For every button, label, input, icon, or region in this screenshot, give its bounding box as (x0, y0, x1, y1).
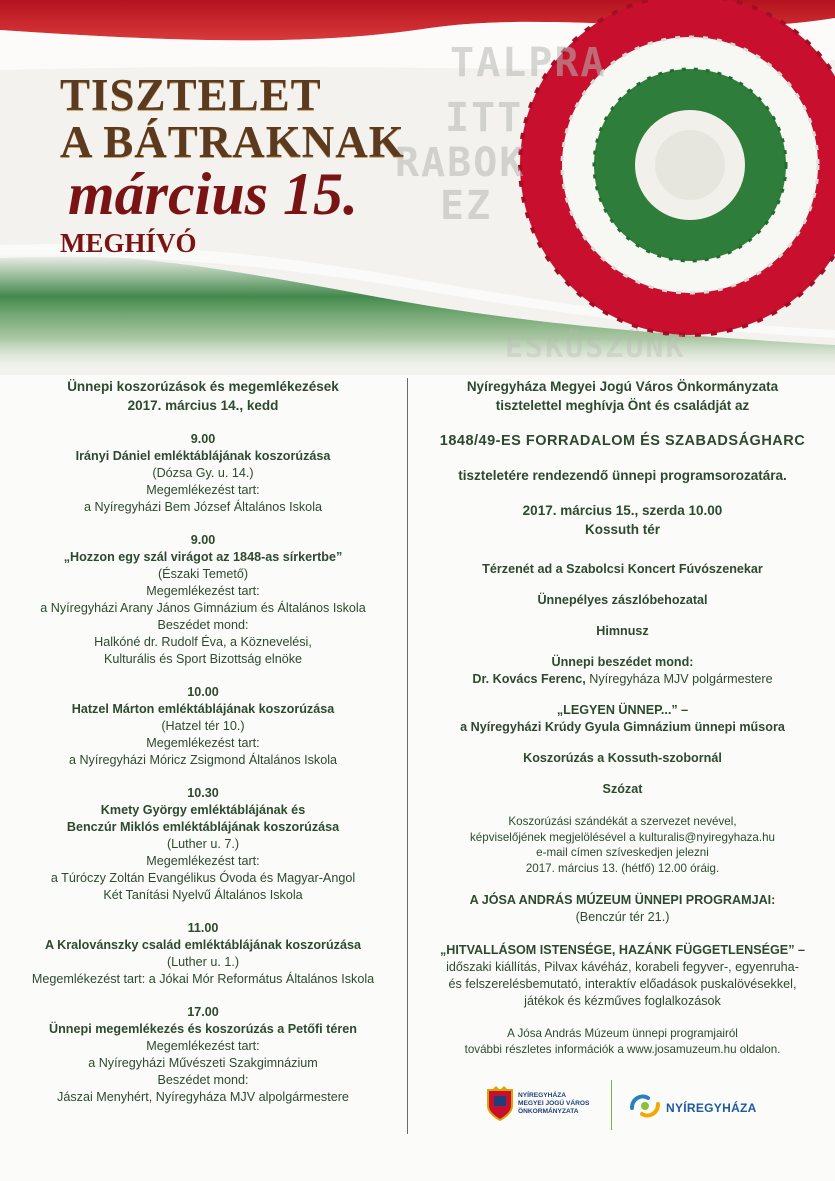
event-detail: a Túróczy Zoltán Evangélikus Óvoda és Magyar-Angol (50, 871, 356, 885)
event-title: Hatzel Márton emléktáblájának koszorúzása (71, 702, 335, 716)
event-detail: Két Tanítási Nyelvű Általános Iskola (103, 888, 303, 902)
museum-title: „HITVALLÁSOM ISTENSÉGE, HAZÁNK FÜGGETLENSÉGE” – (439, 943, 805, 957)
speaker-role: Nyíregyháza MJV polgármestere (585, 672, 773, 686)
event-detail: (Hatzel tér 10.) (161, 719, 245, 733)
intro-line: tisztelettel meghívja Önt és családját az (495, 398, 750, 413)
logo-bar (410, 1080, 835, 1140)
city-logo-line: ÖNKORMÁNYZATA (518, 1108, 579, 1115)
event-detail: Megemlékezést tart: (146, 736, 260, 750)
speaker-line (410, 671, 835, 688)
event-time: 9.00 (190, 432, 216, 446)
stamp-word: ITT (445, 95, 524, 141)
event-list (0, 431, 406, 1106)
event-detail: Beszédet mond: (157, 1073, 249, 1087)
program-item: Himnusz (596, 624, 649, 638)
intro-line: Nyíregyháza Megyei Jogú Város Önkormányzata (466, 379, 779, 394)
event-title: Ünnepi megemlékezés és koszorúzás a Petőfi téren (49, 1022, 357, 1036)
notice-line: 2017. március 13. (hétfő) 12.00 óráig. (525, 861, 720, 875)
museum-note: A Jósa András Múzeum ünnepi programjairól (507, 1027, 738, 1040)
event-block (0, 920, 406, 988)
event-title: Irányi Dániel emléktáblájának koszorúzása (75, 449, 331, 463)
event-detail: Beszédet mond: (157, 618, 249, 632)
right-column (410, 377, 835, 1057)
event-detail: a Nyíregyházi Művészeti Szakgimnázium (88, 1056, 318, 1070)
notice-line: képviselőjének megjelölésével a kulturalis@nyiregyhaza.hu (470, 830, 775, 844)
stamp-word: TALPRA (450, 40, 607, 86)
museum-note: további részletes információk a www.josamuzeum.hu oldalon. (464, 1042, 781, 1056)
left-date: 2017. március 14., kedd (127, 398, 279, 413)
notice-line: e-mail címen szíveskedjen jelezni (536, 846, 709, 859)
event-detail: a Nyíregyházi Arany János Gimnázium és Általános Iskola (40, 601, 366, 615)
event-detail: (Luther u. 7.) (166, 837, 240, 851)
event-title: A Kralovánszky család emléktáblájának koszorúzása (45, 938, 361, 952)
event-detail: Megemlékezést tart: (146, 854, 260, 868)
program-item: Térzenét ad a Szabolcsi Koncert Fúvószenekar (482, 562, 763, 576)
event-title: „Hozzon egy szál virágot az 1848-as sírkertbe” (63, 550, 343, 564)
notice-block (410, 814, 835, 876)
program-item: Ünnepi beszédet mond: (551, 655, 694, 669)
event-detail: (Északi Temető) (157, 567, 249, 581)
event-detail: Megemlékezést tart: (146, 584, 260, 598)
museum-line: játékok és kézműves foglalkozások (524, 994, 721, 1008)
header-banner (0, 0, 835, 375)
title-line1: TISZTELET (60, 70, 322, 120)
event-detail: Megemlékezést tart: (146, 1039, 260, 1053)
program-item: Ünnepélyes zászlóbehozatal (537, 593, 708, 607)
title-date: március 15. (68, 161, 359, 227)
main-place: Kossuth tér (584, 522, 660, 537)
event-block (0, 532, 406, 668)
brand-swirl-icon (628, 1090, 662, 1122)
column-divider (407, 378, 408, 1134)
title-line2: A BÁTRAKNAK (60, 117, 405, 167)
logo-separator (611, 1080, 612, 1130)
event-time: 10.30 (187, 786, 219, 800)
nyiregyhaza-brand-logo (628, 1090, 757, 1127)
main-headline: 1848/49-ES FORRADALOM ÉS SZABADSÁGHARC (439, 433, 806, 449)
brand-logo-text: NYÍREGYHÁZA (666, 1101, 757, 1115)
city-logo-line: NYÍREGYHÁZA (518, 1092, 566, 1099)
stamp-word: EZ (440, 183, 493, 229)
event-detail: Jászai Menyhért, Nyíregyháza MJV alpolgármestere (57, 1090, 349, 1104)
city-logo-line: MEGYEI JOGÚ VÁROS (518, 1100, 590, 1107)
event-block (0, 1004, 406, 1106)
event-time: 9.00 (190, 533, 216, 547)
left-heading: Ünnepi koszorúzások és megemlékezések (67, 379, 339, 394)
museum-place: (Benczúr tér 21.) (575, 910, 670, 924)
event-detail: Megemlékezést tart: a Jókai Mór Református Általános Iskola (31, 972, 375, 986)
speaker-name: Dr. Kovács Ferenc, (472, 672, 586, 686)
event-time: 10.00 (187, 685, 219, 699)
museum-line: időszaki kiállítás, Pilvax kávéház, korabeli fegyver-, egyenruha- (446, 960, 799, 974)
event-block (0, 684, 406, 769)
event-block (0, 431, 406, 516)
program-item: a Nyíregyházi Krúdy Gyula Gimnázium ünnepi műsora (460, 720, 785, 734)
program-item: „LEGYEN ÜNNEP...” – (556, 703, 689, 717)
event-detail: (Dózsa Gy. u. 14.) (152, 466, 254, 480)
program-item: Koszorúzás a Kossuth-szobornál (523, 751, 722, 765)
main-date: 2017. március 15., szerda 10.00 (522, 503, 723, 518)
museum-heading: A JÓSA ANDRÁS MÚZEUM ÜNNEPI PROGRAMJAI: (469, 893, 776, 907)
event-detail: Kulturális és Sport Bizottság elnöke (103, 652, 303, 666)
stamp-word: RABOK (395, 140, 526, 186)
left-column (0, 377, 406, 1106)
event-detail: a Nyíregyházi Bem József Általános Iskola (84, 500, 322, 514)
event-block (0, 785, 406, 904)
event-detail: a Nyíregyházi Móricz Zsigmond Általános Iskola (68, 753, 338, 767)
coat-of-arms-icon (486, 1086, 514, 1122)
event-detail: Halkóné dr. Rudolf Éva, a Köznevelési, (94, 635, 312, 649)
event-detail: (Luther u. 1.) (166, 955, 240, 969)
event-detail: Megemlékezést tart: (146, 483, 260, 497)
event-time: 11.00 (187, 921, 219, 935)
museum-line: és felszerelésbemutató, interaktív előadások puskalövésekkel, (448, 977, 797, 991)
program-item: Szózat (602, 782, 643, 796)
event-time: 17.00 (187, 1005, 219, 1019)
notice-line: Koszorúzási szándékát a szervezet nevével, (508, 815, 737, 828)
event-title: Kmety György emléktáblájának és (100, 803, 306, 817)
title-sub: MEGHÍVÓ (60, 228, 197, 258)
title-block (60, 72, 405, 260)
event-title: Benczúr Miklós emléktáblájának koszorúzása (66, 820, 340, 834)
stamp-word: ESKÜSZÜNK (505, 330, 686, 365)
intro-line: tiszteletére rendezendő ünnepi programsorozatára. (458, 468, 787, 483)
